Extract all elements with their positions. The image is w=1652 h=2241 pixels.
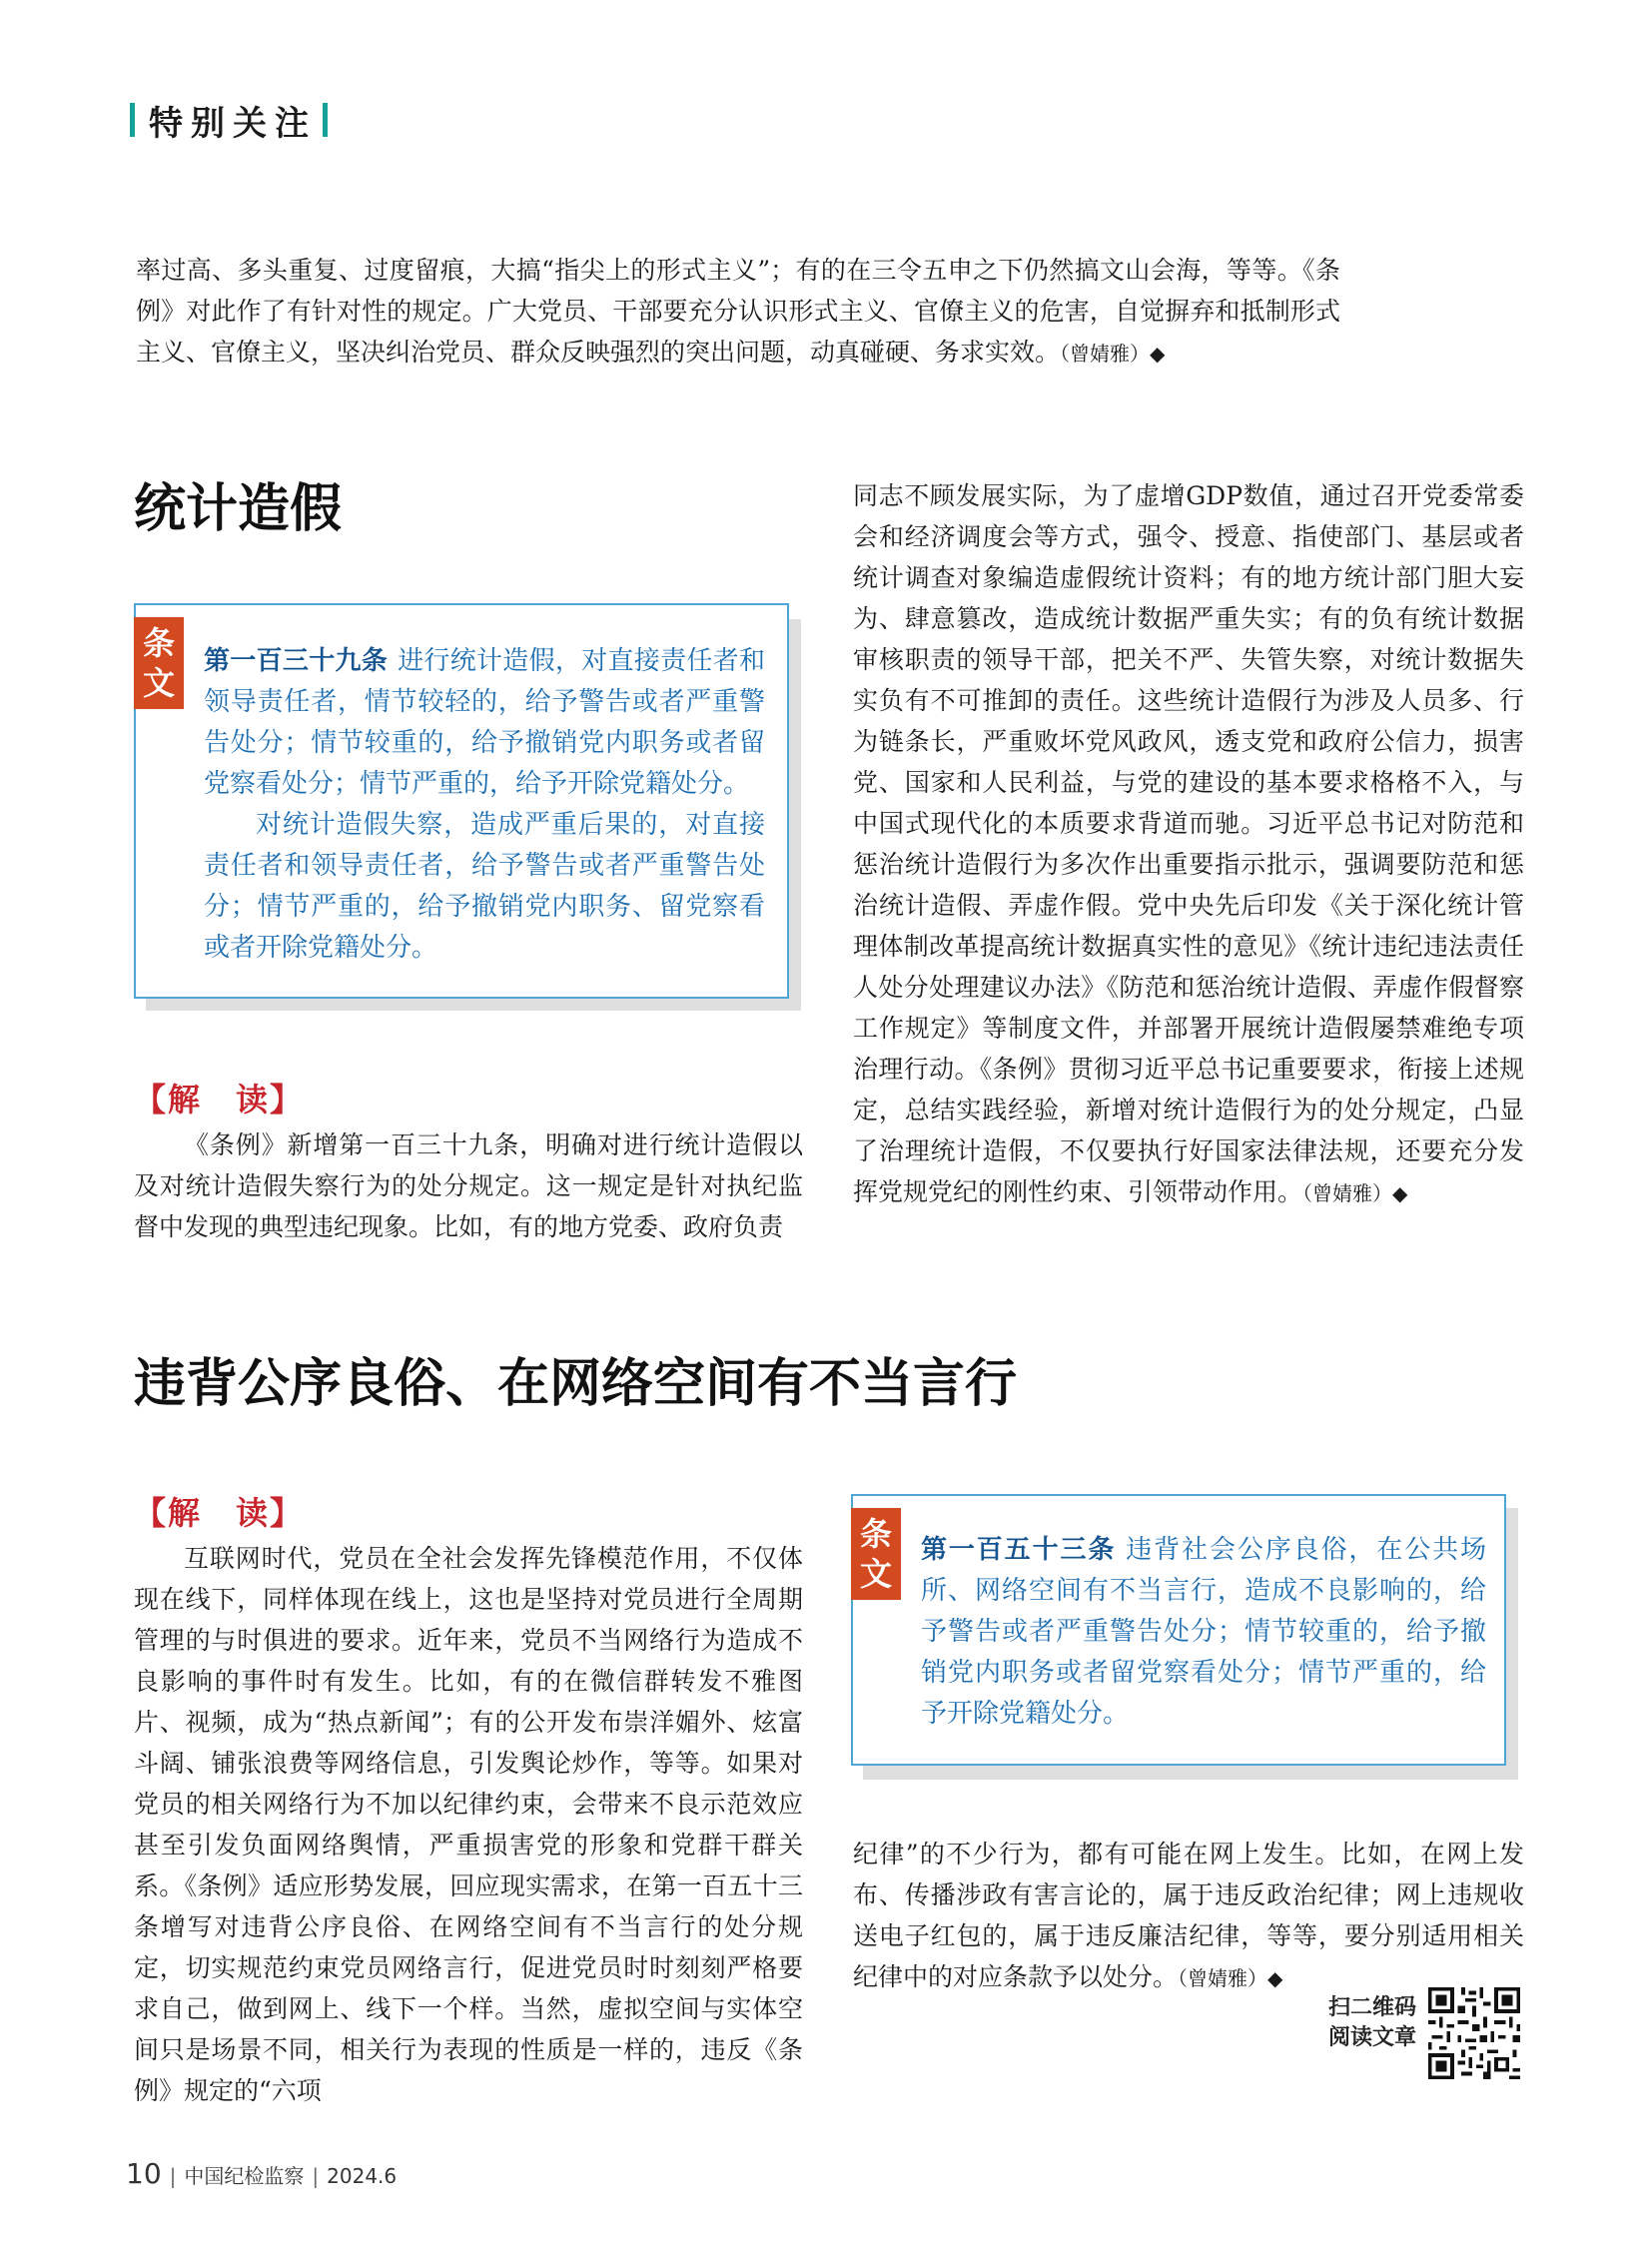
badge-char-2: 文 [142,664,175,702]
section1-title: 统计造假 [134,479,343,539]
intro-author: （曾婧雅）◆ [1060,342,1166,366]
section2-reading-right [853,1834,1524,1999]
section2-article-body: 违背社会公序良俗，在公共场所、网络空间有不当言行，造成不良影响的，给予警告或者严重警告处分；情节较重的，给予撤销党内职务或者留党察看处分；情节严重的，给予开除党籍处分。 [921,1535,1486,1729]
section2-reading-right-text: 纪律”的不少行为，都有可能在网上发生。比如，在网上发布、传播涉政有害言论的，属于违反政治纪律；网上违规收送电子红包的，属于违反廉洁纪律，等等，要分别适用相关纪律中的对应条款予以处分。 [853,1840,1524,1991]
section-tag-label: 特别关注 [149,103,317,144]
page-number: 10 [126,2157,162,2190]
section1-author: （曾婧雅）◆ [1302,1181,1408,1205]
section1-article-p2: 对统计造假失察，造成严重后果的，对直接责任者和领导责任者，给予警告或者严重警告处分；情节严重的，给予撤销党内职务、留党察看或者开除党籍处分。 [204,810,765,963]
badge-char-1: 条 [859,1515,892,1553]
section1-article-p1: 进行统计造假，对直接责任者和领导责任者，情节较轻的，给予警告或者严重警告处分；情节较重的，给予撤销党内职务或者留党察看处分；情节严重的，给予开除党籍处分。 [204,646,765,799]
section1-article-number: 第一百三十九条 [204,646,389,676]
section-tag-bar-left [130,103,135,137]
section2-reading-label: 【解 读】 [134,1494,305,1532]
section1-reading-right [853,475,1524,1214]
section2-article-box [851,1494,1506,1766]
section2-article-badge [851,1508,901,1600]
magazine-name: 中国纪检监察 [184,2164,305,2188]
section2-reading-left-text: 互联网时代，党员在全社会发挥先锋模范作用，不仅体现在线下，同样体现在线上，这也是坚持对党员进行全周期管理的与时俱进的要求。近年来，党员不当网络行为造成不良影响的事件时有发生。比如，有的在微信群转发不雅图片、视频，成为“热点新闻”；有的公开发布崇洋媚外、炫富斗阔、铺张浪费等网络信息，引发舆论炒作，等等。如果对党员的相关网络行为不加以纪律约束，会带来不良示范效应甚至引发负面网络舆情，严重损害党的形象和党群干群关系。《条例》适应形势发展，回应现实需求，在第一百五十三条增写对违背公序良俗、在网络空间有不当言行的处分规定，切实规范约束党员网络言行，促进党员时时刻刻严格要求自己，做到网上、线下一个样。当然，虚拟空间与实体空间只是场景不同，相关行为表现的性质是一样的，违反《条例》规定的“六项 [134,1544,803,2105]
section2-article-text [921,1530,1486,1735]
footer-separator: | [312,2164,320,2188]
section-tag-bar-right [323,103,328,137]
qr-code-icon[interactable] [1428,1987,1520,2079]
issue-label: 2024.6 [327,2164,398,2188]
qr-caption [1316,1993,1416,2053]
section1-article-badge [134,617,184,709]
section-tag [130,100,328,144]
badge-char-2: 文 [859,1555,892,1593]
section1-reading-label: 【解 读】 [134,1081,305,1119]
section2-author: （曾婧雅）◆ [1178,1966,1283,1990]
intro-text: 率过高、多头重复、过度留痕，大搞“指尖上的形式主义”；有的在三令五申之下仍然搞文山会海，等等。《条例》对此作了有针对性的规定。广大党员、干部要充分认识形式主义、官僚主义的危害，自觉摒弃和抵制形式主义、官僚主义，坚决纠治党员、群众反映强烈的突出问题，动真碰硬、务求实效。 [136,256,1340,367]
section1-reading-left-text: 《条例》新增第一百三十九条，明确对进行统计造假以及对统计造假失察行为的处分规定。这一规定是针对执纪监督中发现的典型违纪现象。比如，有的地方党委、政府负责 [134,1130,803,1241]
section1-reading-left [134,1124,803,1247]
section2-title: 违背公序良俗、在网络空间有不当言行 [134,1354,1018,1414]
section1-article-box [134,603,789,999]
section1-reading-right-text: 同志不顾发展实际，为了虚增GDP数值，通过召开党委常委会和经济调度会等方式，强令、授意、指使部门、基层或者统计调查对象编造虚假统计资料；有的地方统计部门胆大妄为、肆意篡改，造成统计数据严重失实；有的负有统计数据审核职责的领导干部，把关不严、失管失察，对统计数据失实负有不可推卸的责任。这些统计造假行为涉及人员多、行为链条长，严重败坏党风政风，透支党和政府公信力，损害党、国家和人民利益，与党的建设的基本要求格格不入，与中国式现代化的本质要求背道而驰。习近平总书记对防范和惩治统计造假行为多次作出重要指示批示，强调要防范和惩治统计造假、弄虚作假。党中央先后印发《关于深化统计管理体制改革提高统计数据真实性的意见》《统计违纪违法责任人处分处理建议办法》《防范和惩治统计造假、弄虚作假督察工作规定》等制度文件，并部署开展统计造假屡禁难绝专项治理行动。《条例》贯彻习近平总书记重要要求，衔接上述规定，总结实践经验，新增对统计造假行为的处分规定，凸显了治理统计造假，不仅要执行好国家法律法规，还要充分发挥党规党纪的刚性约束、引领带动作用。 [853,481,1524,1206]
badge-char-1: 条 [142,624,175,662]
page-footer [126,2157,397,2190]
footer-separator: | [169,2164,177,2188]
intro-paragraph [136,250,1340,374]
qr-caption-line2: 阅读文章 [1327,2025,1416,2050]
section2-article-number: 第一百五十三条 [921,1535,1117,1565]
qr-caption-line1: 扫二维码 [1327,1995,1416,2020]
section2-reading-left [134,1538,803,2111]
section1-article-text [204,641,765,969]
